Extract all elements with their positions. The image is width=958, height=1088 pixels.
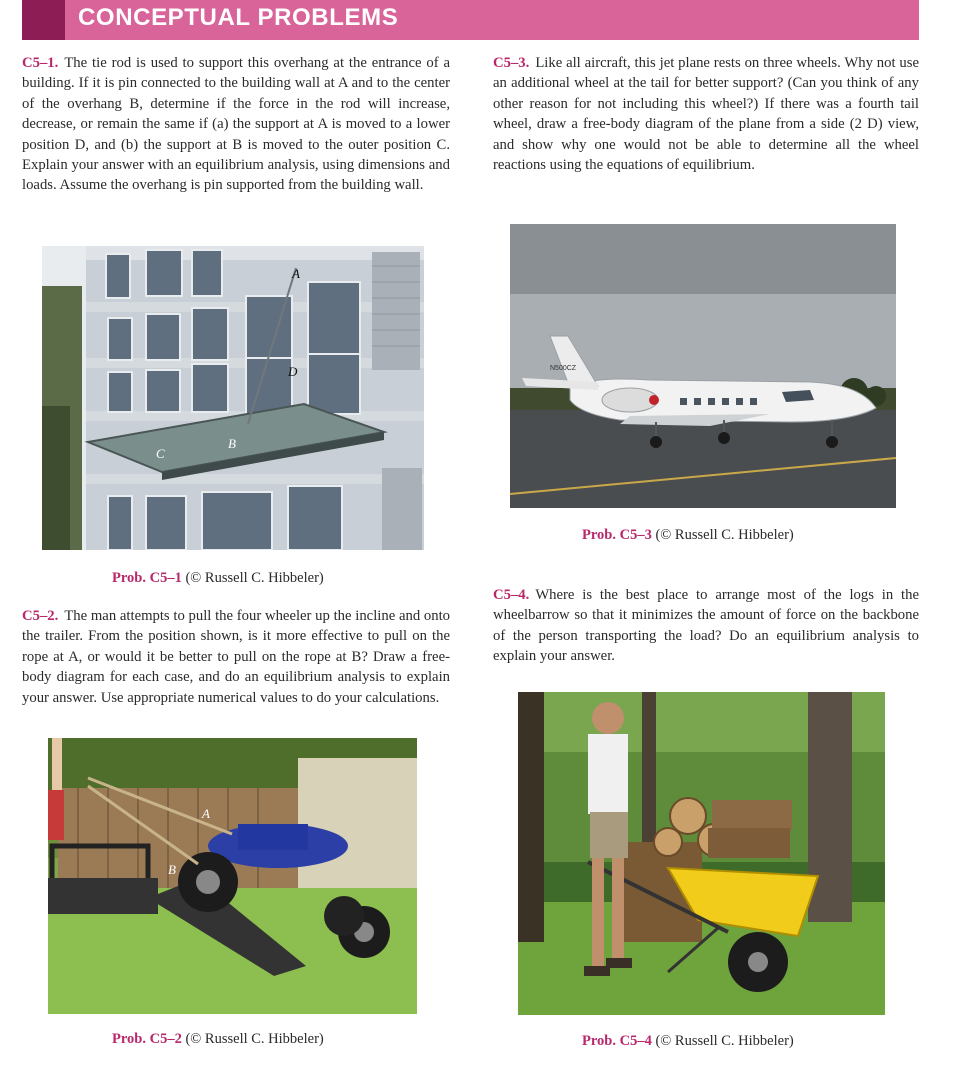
problem-number: C5–1.	[22, 55, 59, 71]
header-accent-square	[22, 0, 65, 40]
photo-jet-plane	[510, 224, 896, 508]
photo-four-wheeler	[48, 738, 417, 1014]
label-a: A	[292, 266, 300, 281]
caption-label: Prob. C5–2	[112, 1031, 182, 1047]
caption-label: Prob. C5–4	[582, 1033, 652, 1049]
problem-number: C5–2.	[22, 608, 59, 624]
problem-number: C5–4.	[493, 587, 530, 603]
problem-c5-4	[493, 585, 919, 667]
photo-wheelbarrow	[518, 692, 885, 1015]
section-header	[22, 0, 919, 40]
caption-credit: (© Russell C. Hibbeler)	[185, 1031, 324, 1047]
photo-building-overhang	[42, 246, 424, 550]
problem-c5-1	[22, 53, 450, 196]
caption-label: Prob. C5–3	[582, 527, 652, 543]
label-d: D	[288, 364, 298, 379]
plane-registration: N500CZ	[550, 365, 577, 372]
caption-c5-2	[112, 1031, 324, 1048]
caption-c5-1	[112, 570, 324, 587]
problem-number: C5–3.	[493, 55, 530, 71]
caption-c5-4	[582, 1033, 794, 1050]
label-c: C	[156, 446, 165, 461]
problem-c5-2	[22, 606, 450, 708]
label-a: A	[202, 806, 210, 821]
caption-credit: (© Russell C. Hibbeler)	[185, 570, 324, 586]
caption-c5-3	[582, 527, 794, 544]
caption-credit: (© Russell C. Hibbeler)	[655, 1033, 794, 1049]
problem-text: Like all aircraft, this jet plane rests on three wheels. Why not use an additional wheel at the tail for better support? (Can you think of any other reason for not including this wheel?) If there was a fourth tail wheel, draw a free-body diagram of the plane from a side (2 D) view, and show why one would not be able to determine all the wheel reactions using the equations of equilibrium.	[493, 55, 919, 174]
label-b: B	[228, 436, 236, 451]
problem-text: The man attempts to pull the four wheeler up the incline and onto the trailer. From the position shown, is it more effective to pull on the rope at A, or would it be better to pull on the rope at B? Draw a free-body diagram for each case, and do an equilibrium analysis to explain your answer. Use appropriate numerical values to do your calculations.	[22, 608, 450, 706]
label-b: B	[168, 862, 176, 877]
caption-label: Prob. C5–1	[112, 570, 182, 586]
problem-text: The tie rod is used to support this overhang at the entrance of a building. If it is pin connected to the building wall at A and to the center of the overhang B, determine if the force in the rod will increase, decrease, or remain the same if (a) the support at A is moved to a lower position D, and (b) the support at B is moved to the outer position C. Explain your answer with an equilibrium analysis, using dimensions and loads. Assume the overhang is pin supported from the building wall.	[22, 55, 450, 194]
problem-text: Where is the best place to arrange most of the logs in the wheelbarrow so that it minimizes the amount of force on the backbone of the person transporting the load? Do an equilibrium analysis to explain your answer.	[493, 587, 919, 665]
caption-credit: (© Russell C. Hibbeler)	[655, 527, 794, 543]
section-title: CONCEPTUAL PROBLEMS	[78, 4, 399, 31]
problem-c5-3	[493, 53, 919, 175]
